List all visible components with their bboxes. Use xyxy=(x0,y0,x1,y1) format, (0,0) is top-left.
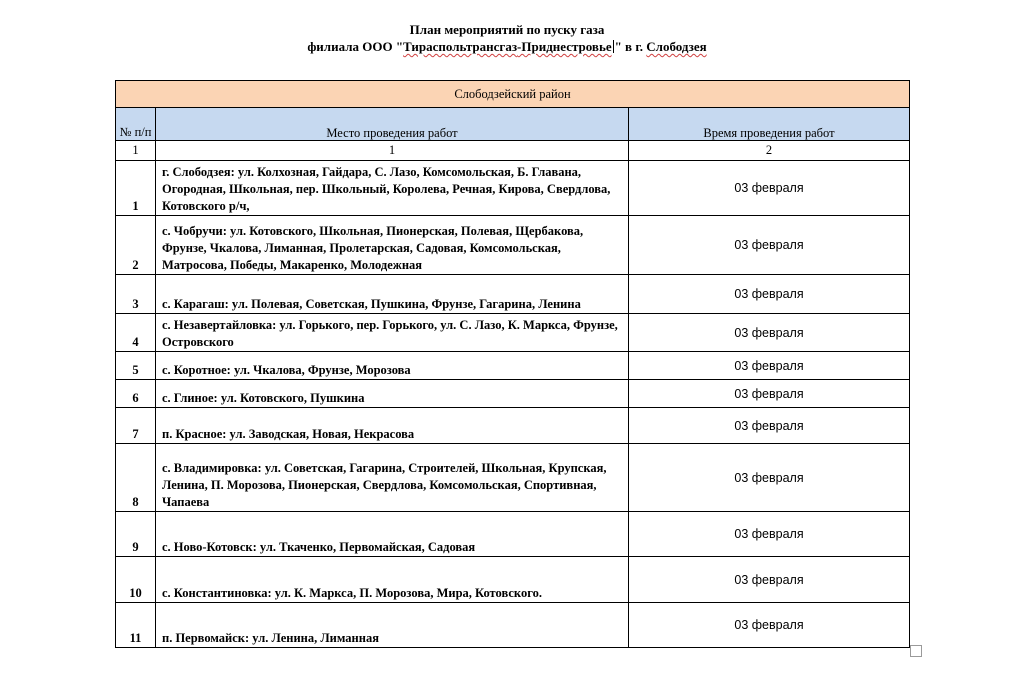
row-place: п. Красное: ул. Заводская, Новая, Некрасова xyxy=(156,408,629,444)
title-company-name: Тираспольтрансгаз xyxy=(403,39,518,54)
table-row xyxy=(116,216,910,275)
row-time: 03 февраля xyxy=(629,161,910,216)
row-number: 9 xyxy=(116,512,156,557)
column-index-row xyxy=(116,141,910,161)
row-place: с. Коротное: ул. Чкалова, Фрунзе, Морозова xyxy=(156,352,629,380)
table-row xyxy=(116,314,910,352)
column-header-row xyxy=(116,108,910,141)
table-row xyxy=(116,408,910,444)
table-row xyxy=(116,380,910,408)
table-row xyxy=(116,352,910,380)
row-number: 8 xyxy=(116,444,156,512)
row-time: 03 февраля xyxy=(629,408,910,444)
row-number: 1 xyxy=(116,161,156,216)
row-number: 2 xyxy=(116,216,156,275)
title-prefix: филиала ООО " xyxy=(307,39,404,54)
row-place: с. Незавертайловка: ул. Горького, пер. Горького, ул. С. Лазо, К. Маркса, Фрунзе, Островского xyxy=(156,314,629,352)
row-number: 10 xyxy=(116,557,156,603)
row-time: 03 февраля xyxy=(629,275,910,314)
row-place: с. Глиное: ул. Котовского, Пушкина xyxy=(156,380,629,408)
schedule-table xyxy=(115,80,910,648)
row-time: 03 февраля xyxy=(629,557,910,603)
index-cell: 2 xyxy=(629,141,910,161)
row-number: 6 xyxy=(116,380,156,408)
region-name: Слободзейский район xyxy=(116,81,910,108)
row-place: с. Карагаш: ул. Полевая, Советская, Пушкина, Фрунзе, Гагарина, Ленина xyxy=(156,275,629,314)
row-number: 11 xyxy=(116,603,156,648)
document-title-line-2 xyxy=(0,38,1014,55)
row-time: 03 февраля xyxy=(629,603,910,648)
row-time: 03 февраля xyxy=(629,216,910,275)
title-company-suffix: -Приднестровье xyxy=(517,39,612,54)
row-place: с. Ново-Котовск: ул. Ткаченко, Первомайская, Садовая xyxy=(156,512,629,557)
row-number: 4 xyxy=(116,314,156,352)
header-time: Время проведения работ xyxy=(629,108,910,141)
row-time: 03 февраля xyxy=(629,352,910,380)
index-cell: 1 xyxy=(116,141,156,161)
row-time: 03 февраля xyxy=(629,380,910,408)
title-mid: " в г. xyxy=(614,39,647,54)
table-row xyxy=(116,603,910,648)
text-cursor xyxy=(613,40,614,53)
table-row xyxy=(116,275,910,314)
row-time: 03 февраля xyxy=(629,444,910,512)
row-number: 5 xyxy=(116,352,156,380)
row-place: с. Константиновка: ул. К. Маркса, П. Морозова, Мира, Котовского. xyxy=(156,557,629,603)
header-number: № п/п xyxy=(116,108,156,141)
region-header-row xyxy=(116,81,910,108)
table-row xyxy=(116,161,910,216)
row-place: с. Чобручи: ул. Котовского, Школьная, Пионерская, Полевая, Щербакова, Фрунзе, Чкалова, Лиманная, Пролетарская, Садовая, Комсомольская, Матросова, Победы, Макаренко, Молодежная xyxy=(156,216,629,275)
row-place: г. Слободзея: ул. Колхозная, Гайдара, С. Лазо, Комсомольская, Б. Главана, Огородная, Школьная, пер. Школьный, Королева, Речная, Кирова, Свердлова, Котовского р/ч, xyxy=(156,161,629,216)
row-place: с. Владимировка: ул. Советская, Гагарина, Строителей, Школьная, Крупская, Ленина, П. Морозова, Пионерская, Свердлова, Комсомольская, Спортивная, Чапаева xyxy=(156,444,629,512)
document-title-line-1: План мероприятий по пуску газа xyxy=(409,22,605,37)
index-cell: 1 xyxy=(156,141,629,161)
row-number: 7 xyxy=(116,408,156,444)
row-place: п. Первомайск: ул. Ленина, Лиманная xyxy=(156,603,629,648)
table-row xyxy=(116,512,910,557)
header-place: Место проведения работ xyxy=(156,108,629,141)
table-row xyxy=(116,444,910,512)
row-time: 03 февраля xyxy=(629,512,910,557)
row-number: 3 xyxy=(116,275,156,314)
table-end-marker xyxy=(910,645,922,657)
title-city: Слободзея xyxy=(646,39,707,54)
row-time: 03 февраля xyxy=(629,314,910,352)
table-row xyxy=(116,557,910,603)
